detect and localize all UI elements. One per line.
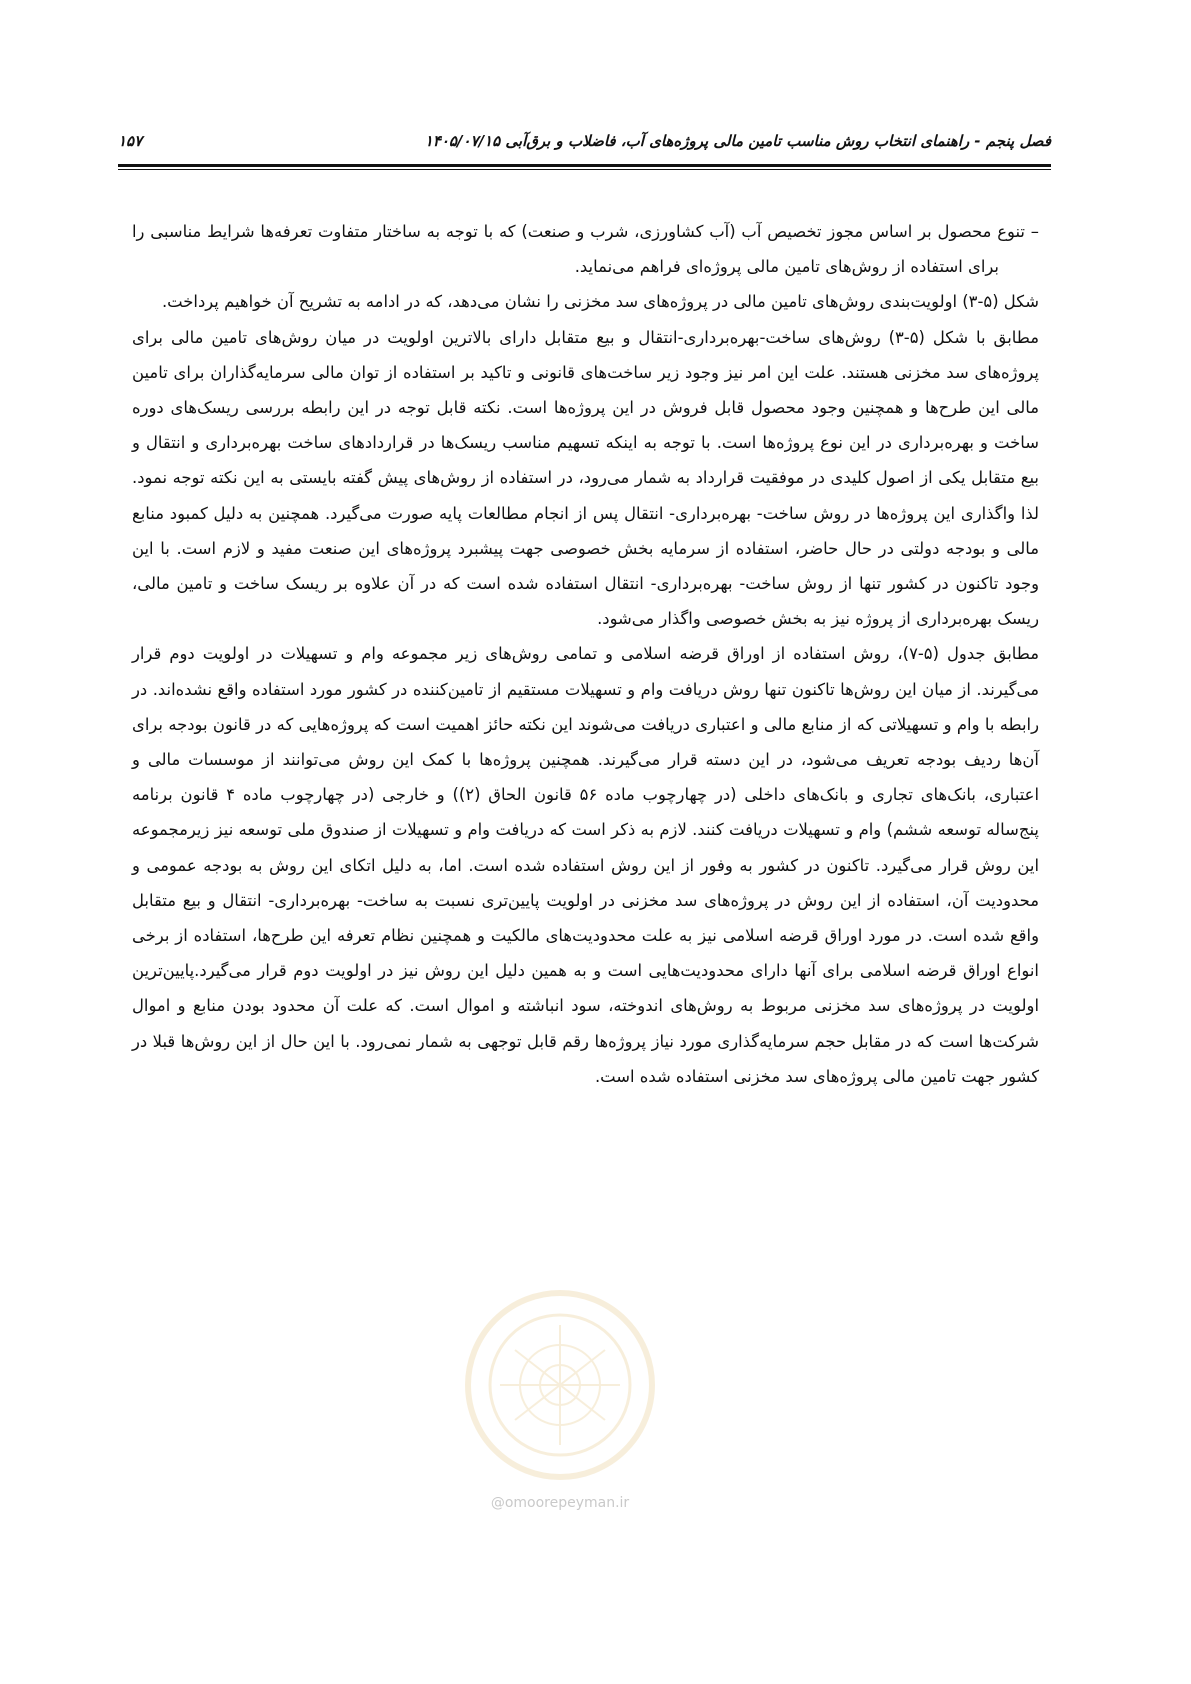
header-rule-thick: [118, 164, 1051, 167]
chapter-title: فصل پنجم - راهنمای انتخاب روش مناسب تامین مالی پروژه‌های آب، فاضلاب و برق‌آبی ۱۴۰۵/۰۷/۱۵: [424, 132, 1051, 150]
watermark-seal-icon: [460, 1285, 660, 1485]
header-rule-thin: [118, 169, 1051, 170]
paragraph-3: مطابق جدول (۵-۷)، روش استفاده از اوراق قرضه اسلامی و تمامی روش‌های زیر مجموعه وام و تسهیلات در اولویت دوم قرار می‌گیرند. از میان این روش‌ها تاکنون تنها روش دریافت وام و تسهیلات مستقیم از تامین‌کننده در کشور مورد استفاده واقع نشده‌اند. در رابطه با وام و تسهیلاتی که از منابع مالی و اعتباری دریافت می‌شوند این نکته حائز اهمیت است که پروژه‌هایی که در قانون بودجه برای آن‌ها ردیف بودجه تعریف می‌شود، در این دسته قرار می‌گیرند. همچنین پروژه‌ها با کمک این روش می‌توانند از موسسات مالی و اعتباری، بانک‌های تجاری و بانک‌های داخلی (در چهارچوب ماده ۵۶ قانون الحاق (۲)) و خارجی (در چهارچوب ماده ۴ قانون برنامه پنج‌ساله توسعه ششم) وام و تسهیلات دریافت کنند. لازم به ذکر است که دریافت وام و تسهیلات از صندوق ملی توسعه نیز زیرمجموعه این روش قرار می‌گیرد. تاکنون در کشور به وفور از این روش استفاده شده است. اما، به دلیل اتکای این روش به بودجه عمومی و محدودیت آن، استفاده از این روش در پروژه‌های سد مخزنی در اولویت پایین‌تری نسبت به ساخت- بهره‌برداری- انتقال و بیع متقابل واقع شده است. در مورد اوراق قرضه اسلامی نیز به علت محدودیت‌های مالکیت و همچنین نظام تعرفه این طرح‌ها، استفاده از برخی انواع اوراق قرضه اسلامی برای آنها دارای محدودیت‌هایی است و به همین دلیل این روش نیز در اولویت دوم قرار می‌گیرد.پایین‌ترین اولویت در پروژه‌های سد مخزنی مربوط به روش‌های اندوخته، سود انباشته و اموال است. که علت آن محدود بودن منابع و اموال شرکت‌ها است که در مقابل حجم سرمایه‌گذاری مورد نیاز پروژه‌ها رقم قابل توجهی به شمار نمی‌رود. با این حال از این روش‌ها قبلا در کشور جهت تامین مالی پروژه‌های سد مخزنی استفاده شده است.: [132, 644, 1040, 1086]
document-body: [132, 214, 1039, 1094]
paragraph-1: شکل (۵-۳) اولویت‌بندی روش‌های تامین مالی در پروژه‌های سد مخزنی را نشان می‌دهد، که در ادامه به تشریح آن خواهیم پرداخت.: [161, 292, 1039, 312]
watermark-text: @omoorepeyman.ir: [490, 1495, 630, 1511]
paragraph-2: مطابق با شکل (۵-۳) روش‌های ساخت-بهره‌برداری-انتقال و بیع متقابل دارای بالاترین اولویت در میان روش‌های تامین مالی برای پروژه‌های سد مخزنی هستند. علت این امر نیز وجود زیر ساخت‌های قانونی و تاکید بر استفاده از توان مالی سرمایه‌گذاران برای تامین مالی این طرح‌ها و همچنین وجود محصول قابل فروش در این پروژه‌ها است. نکته قابل توجه در این رابطه بررسی ریسک‌های دوره ساخت و بهره‌برداری در این نوع پروژه‌ها است. با توجه به اینکه تسهیم مناسب ریسک‌ها در قراردادهای ساخت بهره‌برداری و انتقال و بیع متقابل یکی از اصول کلیدی در موفقیت قرارداد به شمار می‌رود، در استفاده از روش‌های پیش گفته بایستی به این نکته توجه نمود. لذا واگذاری این پروژه‌ها در روش ساخت- بهره‌برداری- انتقال پس از انجام مطالعات پایه صورت می‌گیرد. همچنین به دلیل کمبود منابع مالی و بودجه دولتی در حال حاضر، استفاده از سرمایه بخش خصوصی جهت پیشبرد پروژه‌های این صنعت مفید و لازم است. با این وجود تاکنون در کشور تنها از روش ساخت- بهره‌برداری- انتقال استفاده شده است که در آن علاوه بر ریسک ساخت و تامین مالی، ریسک بهره‌برداری از پروژه نیز به بخش خصوصی واگذار می‌شود.: [132, 327, 1039, 629]
page-number: ۱۵۷: [118, 132, 143, 150]
bullet-item: – تنوع محصول بر اساس مجوز تخصیص آب (آب کشاورزی، شرب و صنعت) که با توجه به ساختار متفاوت تعرفه‌ها شرایط مناسبی را برای استفاده از روش‌های تامین مالی پروژه‌ای فراهم می‌نماید.: [132, 222, 1039, 277]
page-header: [118, 128, 1051, 160]
